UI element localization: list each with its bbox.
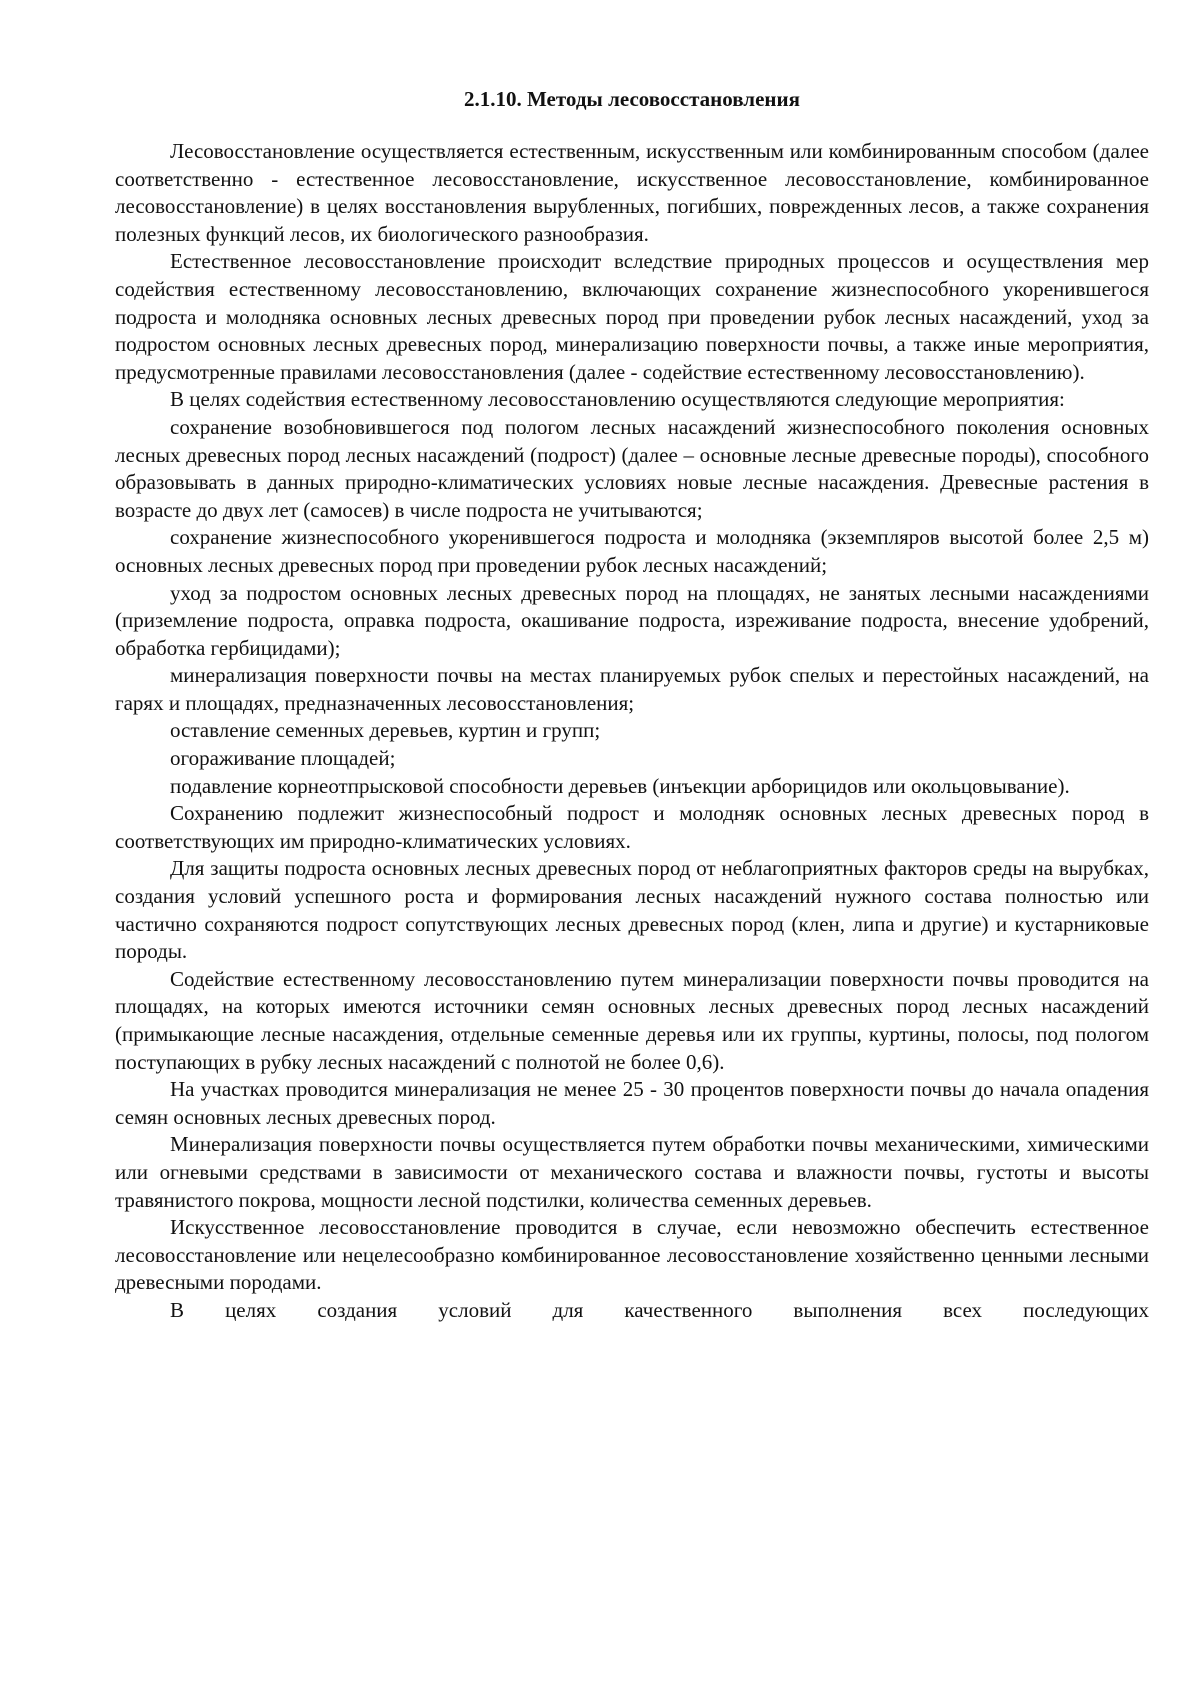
paragraph-mineralization-methods: Минерализация поверхности почвы осуществляется путем обработки почвы механическими, химическими или огневыми средствами в зависимости от механического состава и влажности почвы, густоты и высоты травянистого покрова, мощности лесной подстилки, количества семенных деревьев. [115,1132,1149,1212]
paragraph-reforestation-methods: Лесовосстановление осуществляется естественным, искусственным или комбинированным способом (далее соответственно - естественное лесовосстановление, искусственное лесовосстановление, комбинированное лесовосстановление) в целях восстановления вырубленных, погибших, поврежденных лесов, а также сохранения полезных функций лесов, их биологического разнообразия. [115,139,1149,246]
section-title: 2.1.10. Методы лесовосстановления [464,87,800,111]
paragraph-mineralization-percent: На участках проводится минерализация не менее 25 - 30 процентов поверхности почвы до начала опадения семян основных лесных древесных пород. [115,1077,1149,1129]
list-item-preserve-undergrowth: сохранение возобновившегося под пологом лесных насаждений жизнеспособного поколения основных лесных древесных пород лесных насаждений (подрост) (далее – основные лесные древесные породы), способного образовывать в данных природно-климатических условиях новые лесные насаждения. Древесные растения в возрасте до двух лет (самосев) в числе подроста не учитываются; [115,414,1149,522]
paragraph-measures-intro: В целях содействия естественному лесовосстановлению осуществляются следующие мероприятия: [170,387,1065,412]
list-item-preserve-young-growth: сохранение жизнеспособного укоренившегося подроста и молодняка (экземпляров высотой более 2,5 м) основных лесных древесных пород при проведении рубок лесных насаждений; [115,525,1149,577]
paragraph-artificial-reforestation: Искусственное лесовосстановление проводится в случае, если невозможно обеспечить естественное лесовосстановление или нецелесообразно комбинированное лесовосстановление хозяйственно ценными лесными древесными породами. [115,1215,1149,1295]
list-item-seed-trees: оставление семенных деревьев, куртин и групп; [170,718,601,743]
paragraph-protection: Для защиты подроста основных лесных древесных пород от неблагоприятных факторов среды на вырубках, создания условий успешного роста и формирования лесных насаждений нужного состава полностью или частично сохраняются подрост сопутствующих лесных древесных пород (клен, липа и другие) и кустарниковые породы. [115,856,1149,964]
paragraph-conditions-continued: В целях создания условий для качественного выполнения всех последующих [170,1297,1149,1322]
list-item-fencing: огораживание площадей; [170,746,396,771]
paragraph-mineralization-areas: Содействие естественному лесовосстановлению путем минерализации поверхности почвы проводится на площадях, на которых имеются источники семян основных лесных древесных пород лесных насаждений (примыкающие лесные насаждения, отдельные семенные деревья или их группы, куртины, полосы, под пологом поступающих в рубку лесных насаждений с полнотой не более 0,6). [115,966,1149,1074]
paragraph-preservation: Сохранению подлежит жизнеспособный подрост и молодняк основных лесных древесных пород в соответствующих им природно-климатических условиях. [115,801,1149,853]
paragraph-natural-reforestation: Естественное лесовосстановление происходит вследствие природных процессов и осуществления мер содействия естественному лесовосстановлению, включающих сохранение жизнеспособного укоренившегося подроста и молодняка основных лесных древесных пород при проведении рубок лесных насаждений, уход за подростом основных лесных древесных пород, минерализацию поверхности почвы, а также иные мероприятия, предусмотренные правилами лесовосстановления (далее - содействие естественному лесовосстановлению). [115,249,1149,384]
list-item-undergrowth-care: уход за подростом основных лесных древесных пород на площадях, не занятых лесными насаждениями (приземление подроста, оправка подроста, окашивание подроста, изреживание подроста, внесение удобрений, обработка гербицидами); [115,580,1149,660]
document-page [115,86,1149,1325]
list-item-root-suppression: подавление корнеотпрысковой способности деревьев (инъекции арборицидов или окольцовывание). [170,773,1070,798]
list-item-soil-mineralization: минерализация поверхности почвы на местах планируемых рубок спелых и перестойных насаждений, на гарях и площадях, предназначенных лесовосстановления; [115,663,1149,715]
